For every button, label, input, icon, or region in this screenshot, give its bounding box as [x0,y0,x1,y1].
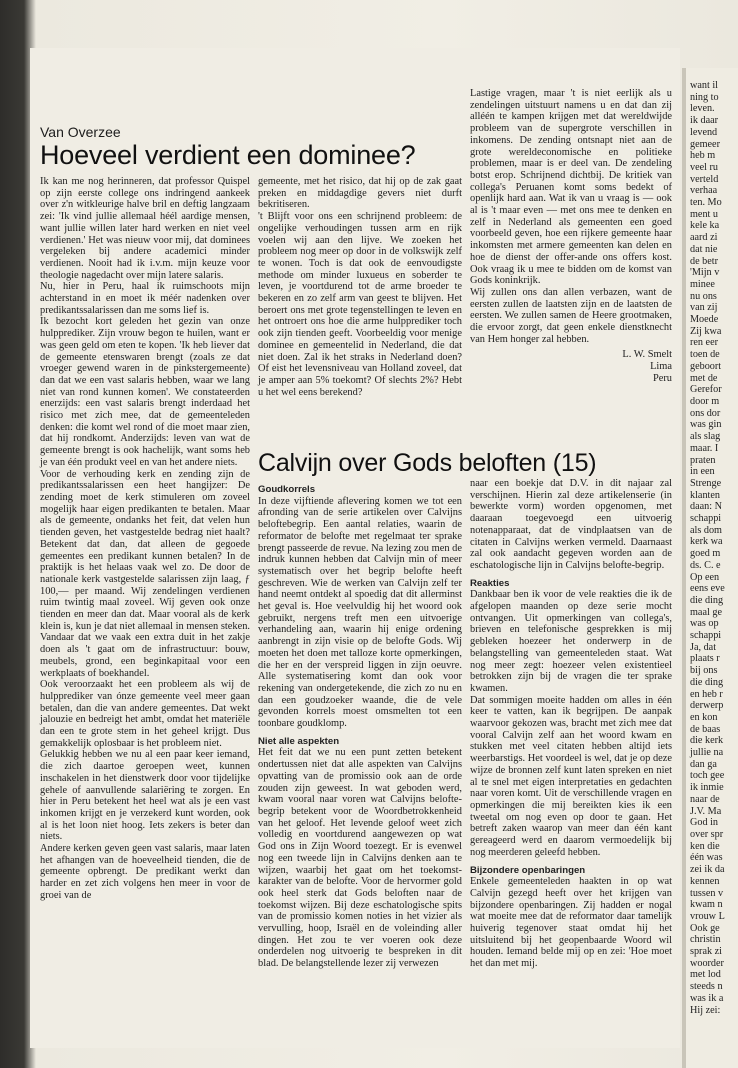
adjacent-text-line: woorder [690,957,724,969]
adjacent-text-line: ons dor [690,407,721,419]
adjacent-text-line: verhaa [690,185,718,197]
adjacent-text-line: nu ons [690,290,717,302]
adjacent-text-line: als dom [690,524,722,536]
adjacent-text-line: die kerk [690,735,724,747]
adjacent-text-line: kele ka [690,220,720,232]
adjacent-text-line: die ding [690,676,724,688]
adjacent-text-line: over spr [690,829,724,840]
section-subheading: Bijzondere openbaringen [470,864,586,876]
paragraph: Nu, hier in Peru, haal ik ruimschoots mijn achterstand in en moet ik méér nadenken over predikantssalarissen dan me soms lief is. [40,281,250,316]
paragraph: Gelukkig hebben we nu al een paar keer iemand, die zich daartoe geroepen weet, kunnen inschakelen in het dienstwerk door voor tijdelijke gehele of aanvullende salariëring te zorgen. En hier in Peru betekent het heel wat als je een vast inkomen krijgt en je verzekerd kunt worden, ook al is het loon niet hoog. Iets zekers is beter dan niets. [40,749,250,843]
adjacent-text-line: ren eer [690,337,718,349]
article1-column-1 [40,176,250,902]
adjacent-page-text [686,68,738,1016]
adjacent-text-line: heb m [690,150,716,162]
adjacent-text-line: want il [690,80,719,91]
adjacent-text-line: als slag [690,431,721,443]
paragraph: In deze vijftiende aflevering komen we tot een afronding van de serie artikelen over Calvijns beloftebegrip. Een aantal relaties, waarin de reformator de belofte met regelmaat ter sprake brengt passeerde de revue. Na lezing zou men de indruk kunnen hebben dat Calvijn min of meer systematisch over het begrip belofte heeft geschreven. Wie de werken van Calvijn zelf ter hand neemt ontdekt al spoedig dat dit allerminst het geval is. Hoe veelvuldig hij het woord ook gebruikt, nergens treft men een uitvoerige verhandeling aan, waarin hij enige ordening aanbrengt in zijn visie op de belofte Gods. Wij moeten het doen met talloze korte opmerkingen, die her en der verspreid liggen in zijn oeuvre. Alle systematisering komt dan ook voor rekening van ondergetekende, die zich zo nu en dan een goudzoeker waande, die de vele gevonden korrels moest omsmelten tot een toonbare goudklomp. [258,495,462,730]
signature-line: Lima [650,361,672,373]
adjacent-text-line: sprak zi [690,946,722,958]
adjacent-text-line: ning to [690,91,719,103]
adjacent-text-line: ment u [690,208,719,220]
section-subheading: Niet alle aspekten [258,735,340,747]
adjacent-text-line: aard zi [690,232,718,244]
paragraph: Lastige vragen, maar 't is niet eerlijk als u zendelingen uitstuurt namens u en dat dan zij alléén te kampen krijgen met dat wereldwijde probleem van de supergrote verschillen in inkomens. De zending ontsnapt niet aan de grote wereldeconomische en politieke problemen, maar is er deel van. De zendeling botst erop. Schrijnend dichtbij. De kritiek van collega's Peruanen komt soms bedekt of openlijk hard aan. Wat ik van u vraag is — ook al is 't maar even — met ons mee te denken en zelf in Nederland als gemeenten een goed voorbeeld geven, hoe een rijkere gemeente haar inkomsten met armere gemeenten kan delen en hoe de dienst der offer-ande ons offers kost. Ook vraag ik u mee te bidden om de komst van Gods koninkrijk. [470,88,672,287]
article2-title: Calvijn over Gods beloften (15) [258,449,597,477]
adjacent-text-line: God in [690,817,719,829]
paragraph: Dat sommigen moeite hadden om alles in één keer te vatten, kan ik begrijpen. De aanpak waarvoor gekozen was, bracht met zich mee dat vooral Calvijn zelf aan het woord kwam en stukken met veel citaten hebben altijd iets weerbarstigs. Het voordeel is wel, dat je op deze wijze de bronnen zelf kunt laten spreken en niet al te snel met eigen interpretaties en gedachten naar voren komt. Uit de verschillende vragen en opmerkingen die mij bereikten kies ik een tweetal om nog even op door te gaan. Het betreft zaken waarop van meer dan één kant gereageerd werd en daarom vermoedelijk bij nog meerderen geleefd hebben. [470,694,672,858]
adjacent-text-line: door m [690,395,720,407]
paragraph: 't Blijft voor ons een schrijnend probleem: de ongelijke verhoudingen tussen arm en rijk voelen wij aan den lijve. We zoeken het probleem nog meer op door in de volkswijk zelf te wonen. Toch is dat ook de eenvoudigste methode om minder luxueus en soberder te leven, je voortdurend tot de arme broeder te bekeren en zo zelf arm van geest te blijven. Het beroert ons met grote tegenstellingen te leven en het ontroert ons hoe die arme hulpprediker toch ook zijn tienden geeft. Voorbeeldig voor menige dominee en gemeentelid in Nederland, die dat niet doen. Zal ik het straks in Nederland doen? Of eist het levensniveau van Holland zoveel, dat je amper aan 5% toekomt? Of slechts 2%? Hebt u het wel eens berekend? [258,211,462,398]
adjacent-text-line: kerk wa [690,536,723,548]
adjacent-text-line: ik inmie [690,782,724,794]
adjacent-text-line: steeds n [690,981,723,993]
paragraph: Enkele gemeenteleden haakten in op wat Calvijn gezegd heeft over het krijgen van bijzondere openbaringen. Zij hadden er nogal wat moeite mee dat de reformator daar tamelijk huiverig tegenover staat omdat hij het uitsluitend bij het geopenbaarde Woord wil houden. Iemand belde mij op en zei: 'Hoe moet het dan met mij. [470,876,672,970]
adjacent-text-line: was op [690,618,719,630]
article2-column-3 [470,478,672,970]
adjacent-text-line: Strenge [690,477,722,489]
adjacent-text-line: praten [690,454,716,466]
adjacent-text-line: die ding [690,594,724,606]
adjacent-text-line: naar de [690,793,720,805]
paragraph: Voor de verhouding kerk en zending zijn de predikantssalarissen een heet hangijzer: De zending moet de kerk stimuleren om zoveel mogelijk haar eigen predikanten te betalen. Maar als de gemeente, ondanks het feit, dat velen hun tienden geven, het vastgestelde bedrag niet haalt? Betekent dat dan, dat alleen de gegoede gemeentes een predikant kunnen betalen? In de praktijk is het helaas vaak wel zo. De door de nationale kerk vastgestelde salarissen zijn laag, ƒ 100,— per maand. Wij zendelingen verdienen ruim twintig maal zoveel. Wij geven ook onze tienden en meer dan dat. Maar vooral als de kerk klein is, kun je dat niet allemaal in mensen steken. Vandaar dat we vaak een extra duit in het zakje doen als 't gaat om de infrastructuur: bouw, meubels, grond, een beginkapitaal voor een werkplaats of boekhandel. [40,468,250,679]
adjacent-text-line: schappi [690,513,722,525]
adjacent-text-line: ten. Mo [690,197,722,209]
adjacent-text-line: eens eve [690,583,725,595]
adjacent-text-line: Zij kwa [690,325,722,337]
adjacent-text-line: Hij zei: [690,1004,721,1016]
adjacent-page-strip [682,68,738,1068]
adjacent-text-line: één was [690,852,723,864]
adjacent-text-line: daan: N [690,501,722,513]
adjacent-text-line: en kon [690,711,718,723]
adjacent-text-line: dan ga [690,758,717,770]
adjacent-text-line: tussen v [690,887,724,899]
adjacent-text-line: minee [690,278,715,290]
adjacent-text-line: Ook ge [690,922,720,934]
article1-column-2 [258,176,462,398]
adjacent-text-line: J.V. Ma [690,805,722,817]
adjacent-text-line: met lod [690,969,721,981]
adjacent-text-line: van zij [690,302,718,314]
signature-line: Peru [652,372,672,384]
adjacent-text-line: Moede [690,314,719,326]
adjacent-text-line: dat nie [690,243,718,255]
adjacent-text-line: christin [690,934,721,946]
adjacent-text-line: kwam n [690,899,723,911]
adjacent-text-line: Ja, dat [690,641,717,653]
adjacent-text-line: de betr [690,255,719,267]
article-title: Hoeveel verdient een dominee? [40,140,416,170]
adjacent-text-line: ik daar [690,115,719,127]
adjacent-text-line: veel ru [690,161,719,173]
paragraph: Ook veroorzaakt het een probleem als wij de hulpprediker van ónze gemeente veel meer gaan betalen, dan die van andere gemeentes. Dat wekt jalouzie en bedreigt het ambt, omdat het materiële dan een te grote stem in het geheel krijgt. Dus gemakkelijk oplosbaar is het probleem niet. [40,679,250,749]
signature-line: L. W. Smelt [622,349,672,361]
adjacent-text-line: maal ge [690,606,722,618]
adjacent-text-line: bij ons [690,665,718,677]
adjacent-text-line: maar. I [690,442,719,454]
adjacent-text-line: goed m [690,548,721,560]
article2-column-2 [258,478,462,970]
adjacent-text-line: jullie na [690,747,724,759]
adjacent-text-line: met de [690,372,718,384]
paragraph: Ik bezocht kort geleden het gezin van onze hulpprediker. Zijn vrouw begon te huilen, want er was geen geld om eten te kopen. 'Ik heb liever dat de gemeente etenswaren brengt (zoals ze dat vroeger gewend waren in de pinkstergemeente) dan dat we een vast salaris hebben, waar we lang niet van rond kunnen komen'. We constateerden enerzijds: een vast salaris brengt inderdaad het risico met zich mee, dat de gemeenteleden denken: die komt wel rond of die moet maar zien, dat hij rondkomt. Anderzijds: leven van wat de gemeente brengt is ook hachelijk, want soms heb je van één produkt veel en van het andere niets. [40,316,250,468]
adjacent-text-line: derwerp [690,700,724,712]
adjacent-text-line: Op een [690,571,720,583]
section-subheading: Goudkorrels [258,484,316,495]
paragraph: Andere kerken geven geen vast salaris, maar laten het afhangen van de hoeveelheid tienden, die de gemeente opbrengt. De predikant werkt dan harder en zet zich volgens hen meer in voor de groei van de [40,843,250,901]
adjacent-text-line: ds. C. e [690,559,721,571]
adjacent-text-line: plaats r [690,653,720,665]
adjacent-text-line: toch gee [690,770,725,782]
section-subheading: Reakties [470,577,510,589]
adjacent-text-line: was gin [690,419,722,431]
adjacent-text-line: en heb r [690,688,723,700]
adjacent-text-line: leven. [690,103,715,115]
paragraph: naar een boekje dat D.V. in dit najaar zal verschijnen. Hierin zal deze artikelenserie (in bewerkte vorm) worden opgenomen, met daaraan toegevoegd een uitvoerig notenapparaat, dat de vindplaatsen van de citaten in Calvijns werken vermeld. Daarnaast zal ook aandacht gegeven worden aan de eschatologische lijn in Calvijns belofte-begrip. [470,478,672,571]
adjacent-text-line: was ik a [690,992,724,1004]
paragraph: Ik kan me nog herinneren, dat professor Quispel op zijn eerste college ons indringend aankeek over z'n witkleurige halve bril en deftig langzaam zei: 'Ik vind jullie allemaal héél aardige mensen, want jullie willen later hard werken en niet veel verdienen.' Het was nieuw voor mij, dat dominees vergeleken bij andere academici minder verdienen. Nooit had ik i.v.m. mijn keuze voor theologie nagedacht over mijn latere salaris. [40,176,250,281]
article1-column-3 [470,88,672,385]
article-kicker: Van Overzee [40,124,121,140]
adjacent-text-line: de baas [690,723,721,735]
adjacent-text-line: zei ik da [690,864,725,876]
adjacent-text-line: verteld [690,173,719,185]
adjacent-text-line: in een [690,466,715,478]
adjacent-text-line: levend [690,126,718,138]
adjacent-text-line: geboort [690,360,722,372]
paragraph: Dankbaar ben ik voor de vele reakties die ik de afgelopen maanden op deze serie mocht ontvangen. Uit opmerkingen van collega's, brieven en telefonische gesprekken is mij gebleken hoezeer het onderwerp in de belangstelling van gemeenteleden staat. Wat nog meer zegt: hoezeer velen existentieel betrokken zijn bij de vragen die ter sprake kwamen. [470,589,672,694]
paragraph: gemeente, met het risico, dat hij op de zak gaat preken en middagdige gevers niet durft bekritiseren. [258,176,462,211]
adjacent-text-line: klanten [690,489,720,501]
adjacent-text-line: kennen [690,875,720,887]
adjacent-text-line: vrouw L [690,910,725,922]
adjacent-text-line: 'Mijn v [690,267,720,279]
adjacent-text-line: ken die [690,840,720,852]
adjacent-text-line: schappi [690,630,722,642]
adjacent-text-line: toen de [690,349,720,361]
adjacent-text-line: Gerefor [690,384,722,396]
adjacent-text-line: gemeer [690,138,720,150]
paragraph: Wij zullen ons dan allen verbazen, want de eersten zullen de laatsten zijn en de laatsten de eersten. We zullen samen de Heere grootmaken, die ervoor zorgt, dat geen enkele dienstknecht van Hem honger zal hebben. [470,286,672,345]
paragraph: Het feit dat we nu een punt zetten betekent ondertussen niet dat alle aspekten van Calvijns opvatting van de promissio ook aan de orde zouden zijn geweest. In wat geboden werd, kwam vooral naar voren wat Calvijns belofte-begrip betekent voor de Woordbetrokkenheid van het geloof. Het levende geloof weet zich volledig en voortdurend aangewezen op wat God ons in Zijn Woord toezegt. Er is evenwel nog een tweede lijn in Calvijns denken aan te wijzen, waarbij het gaat om het toekomst-karakter van de belofte. Voor de hervormer gold ook heel sterk dat Gods beloften naar de toekomst wijzen. Bij deze eschatologische spits van de promissio komen noties in het vizier als vervulling, hoop, Israël en de voleinding aller dingen. Het zou te ver voeren ook deze onderdelen nog uitvoerig te bespreken in dit blad. De belangstellende lezer zij verwezen [258,747,462,970]
